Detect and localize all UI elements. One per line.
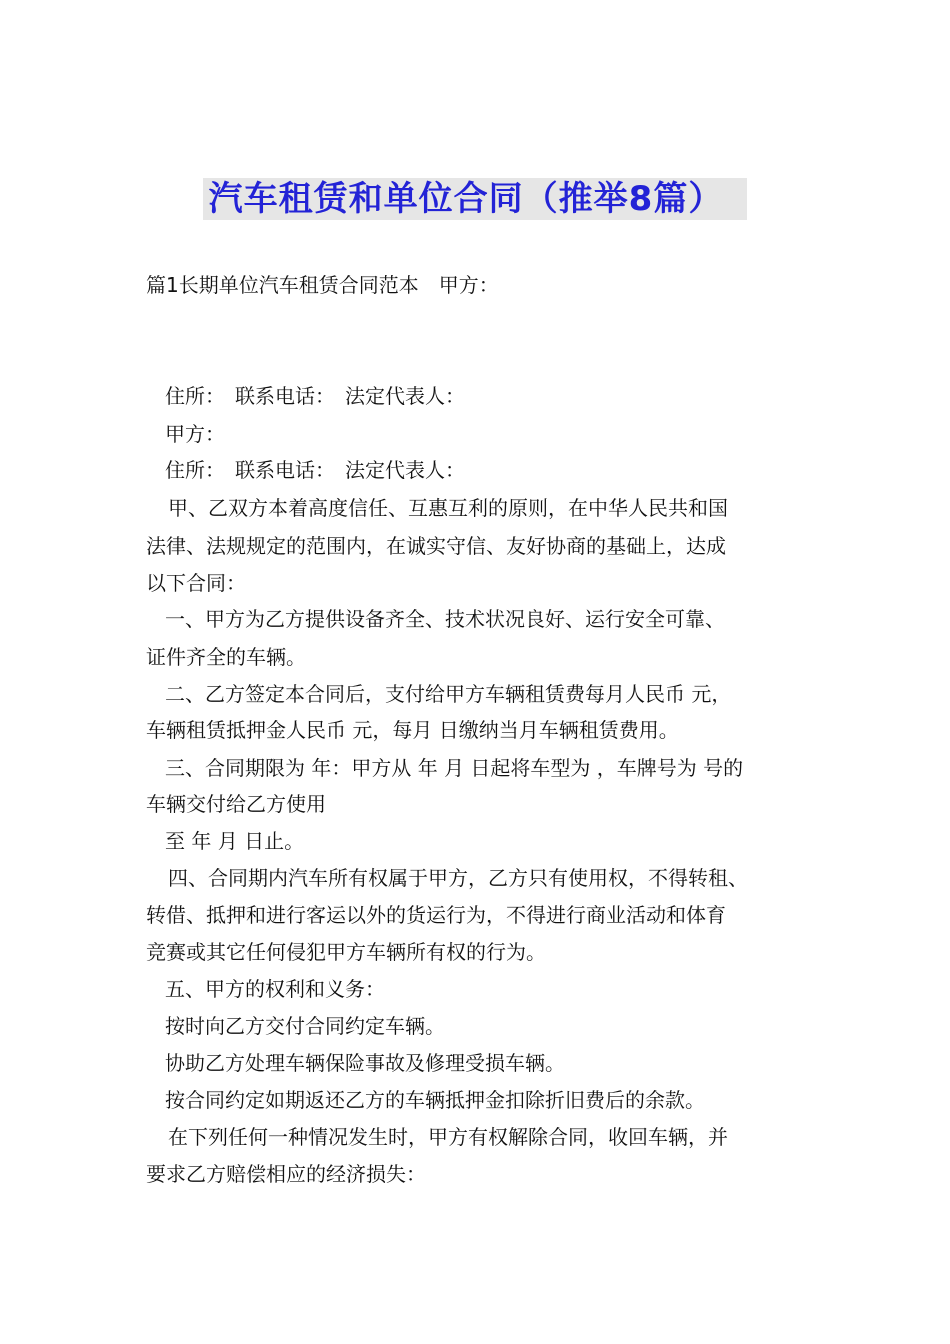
paragraph-line: 车辆租赁抵押金人民币 元，每月 日缴纳当月车辆租赁费用。 — [146, 718, 679, 742]
paragraph-line: 竞赛或其它任何侵犯甲方车辆所有权的行为。 — [146, 940, 546, 964]
title-container — [0, 178, 950, 220]
paragraph-line: 转借、抵押和进行客运以外的货运行为，不得进行商业活动和体育 — [146, 903, 726, 927]
section-heading: 篇1长期单位汽车租赁合同范本 甲方： — [146, 273, 499, 297]
paragraph-line: 按合同约定如期返还乙方的车辆抵押金扣除折旧费后的余款。 — [165, 1088, 705, 1112]
paragraph-line: 甲、乙双方本着高度信任、互惠互利的原则，在中华人民共和国 — [168, 496, 728, 520]
paragraph-line: 二、乙方签定本合同后，支付给甲方车辆租赁费每月人民币 元， — [165, 682, 732, 706]
paragraph-line: 四、合同期内汽车所有权属于甲方，乙方只有使用权，不得转租、 — [168, 866, 748, 890]
paragraph-line: 一、甲方为乙方提供设备齐全、技术状况良好、运行安全可靠、 — [165, 607, 725, 631]
paragraph-line: 法律、法规规定的范围内，在诚实守信、友好协商的基础上，达成 — [146, 534, 726, 558]
paragraph-line: 证件齐全的车辆。 — [146, 645, 306, 669]
paragraph-line: 甲方： — [165, 422, 225, 446]
paragraph-line: 协助乙方处理车辆保险事故及修理受损车辆。 — [165, 1051, 565, 1075]
paragraph-line: 三、合同期限为 年：甲方从 年 月 日起将车型为 ，车牌号为 号的 — [165, 756, 744, 780]
paragraph-line: 车辆交付给乙方使用 — [146, 792, 326, 816]
paragraph-line: 住所： 联系电话： 法定代表人： — [165, 384, 465, 408]
document-title: 汽车租赁和单位合同（推举8篇） — [203, 178, 748, 220]
paragraph-line: 至 年 月 日止。 — [165, 829, 305, 853]
paragraph-line: 以下合同： — [146, 571, 246, 595]
paragraph-line: 按时向乙方交付合同约定车辆。 — [165, 1014, 445, 1038]
paragraph-line: 五、甲方的权利和义务： — [165, 977, 385, 1001]
paragraph-line: 在下列任何一种情况发生时，甲方有权解除合同，收回车辆，并 — [168, 1125, 728, 1149]
paragraph-line: 要求乙方赔偿相应的经济损失： — [146, 1162, 426, 1186]
paragraph-line: 住所： 联系电话： 法定代表人： — [165, 458, 465, 482]
